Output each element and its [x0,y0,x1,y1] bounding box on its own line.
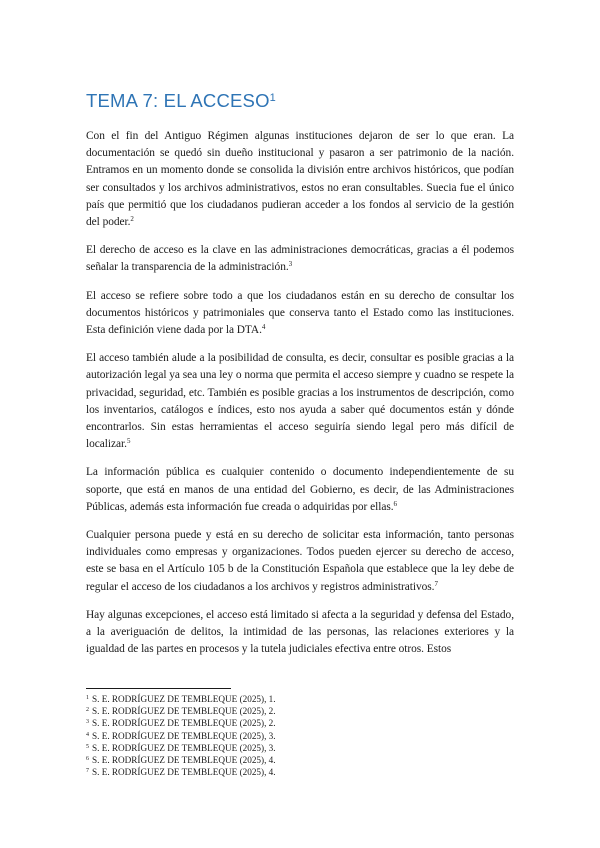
paragraph-text: El acceso también alude a la posibilidad de consulta, es decir, consultar es posible gracias a la autorización legal ya sea una ley o norma que permita el acceso siempre y cuadno se respete la privacidad, seguridad, etc. También es posible gracias a los instrumentos de descripción, como los inventarios, catálogos e índices, esto nos ayuda a saber qué documentos están y dónde encontrarlos. Sin estas herramientas el acceso seguiría siendo legal pero más difícil de localizar. [86,352,514,451]
footnote-text: S. E. RODRÍGUEZ DE TEMBLEQUE (2025), 4. [92,767,276,778]
footnote-text: S. E. RODRÍGUEZ DE TEMBLEQUE (2025), 3. [92,730,276,741]
page-title [86,90,276,112]
paragraph [86,607,514,659]
footnote-number: 2 [86,707,89,714]
footnote-ref: 3 [288,260,293,269]
footnote-text: S. E. RODRÍGUEZ DE TEMBLEQUE (2025), 1. [92,694,276,704]
paragraph [86,527,514,596]
footnote [86,705,514,717]
footnote-number: 4 [86,731,89,738]
footnote-separator [86,688,231,689]
paragraph-text: El derecho de acceso es la clave en las administraciones democráticas, gracias a él podemos señalar la transparencia de la administración. [86,244,514,274]
footnote [86,730,514,742]
footnote-ref: 7 [434,579,438,588]
paragraph [86,464,514,516]
title-text: TEMA 7: EL ACCESO [86,90,270,111]
paragraph-text: La información pública es cualquier contenido o documento independientemente de su soporte, que está en manos de una entidad del Gobierno, es decir, de las Administraciones Públicas, además esta información fue creada o adquiridas por ellas. [86,466,514,513]
footnote-ref: 6 [393,499,397,508]
footnote [86,766,514,778]
paragraph-text: Con el fin del Antiguo Régimen algunas instituciones dejaron de ser lo que eran. La documentación se quedó sin dueño institucional y pasaron a ser patrimonio de la nación. Entramos en un momento donde se consolida la división entre archivos históricos, que podían ser consultados y los archivos administrativos, estos no eran consultables. Suecia fue el único país que permitió que los ciudadanos pudieran acceder a los fondos al servicio de la gestión del poder. [86,130,514,229]
footnote-number: 7 [86,768,89,775]
footnote-text: S. E. RODRÍGUEZ DE TEMBLEQUE (2025), 2. [92,706,276,717]
footnote-text: S. E. RODRÍGUEZ DE TEMBLEQUE (2025), 2. [92,718,276,729]
footnotes [86,688,514,778]
footnote [86,754,514,766]
paragraph [86,128,514,231]
paragraph-text: Hay algunas excepciones, el acceso está limitado si afecta a la seguridad y defensa del Estado, a la averiguación de delitos, la intimidad de las personas, las relaciones exteriores y la igualdad de las partes en procesos y la tutela judiciales efectiva entre otros. Estos [86,608,514,656]
paragraph-text: Cualquier persona puede y está en su derecho de solicitar esta información, tanto personas individuales como empresas y organizaciones. Todos pueden ejercer su derecho de acceso, este se basa en el Artículo 105 b de la Constitución Española que establece que la ley debe de regular el acceso de los ciudadanos a los archivos y registros administrativos. [86,529,514,593]
footnote-number: 1 [86,695,89,701]
footnote-number: 6 [86,756,89,763]
footnote-ref: 2 [130,215,134,224]
footnote [86,693,514,705]
footnote [86,742,514,754]
paragraph-text: El acceso se refiere sobre todo a que los ciudadanos están en su derecho de consultar los documentos históricos y patrimoniales que conserva tanto el Estado como las instituciones. Esta definición viene dada por la DTA. [86,289,514,337]
footnote-number: 5 [86,743,89,750]
footnote-text: S. E. RODRÍGUEZ DE TEMBLEQUE (2025), 4. [92,755,276,766]
footnote-ref: 4 [261,323,266,332]
footnote-text: S. E. RODRÍGUEZ DE TEMBLEQUE (2025), 3. [92,742,276,753]
footnote-ref: 5 [126,437,131,446]
paragraph [86,242,514,276]
title-footnote-ref: 1 [269,92,276,104]
paragraph [86,288,514,340]
footnote-number: 3 [86,719,89,726]
body-text [86,128,514,669]
paragraph [86,350,514,453]
footnote [86,717,514,729]
